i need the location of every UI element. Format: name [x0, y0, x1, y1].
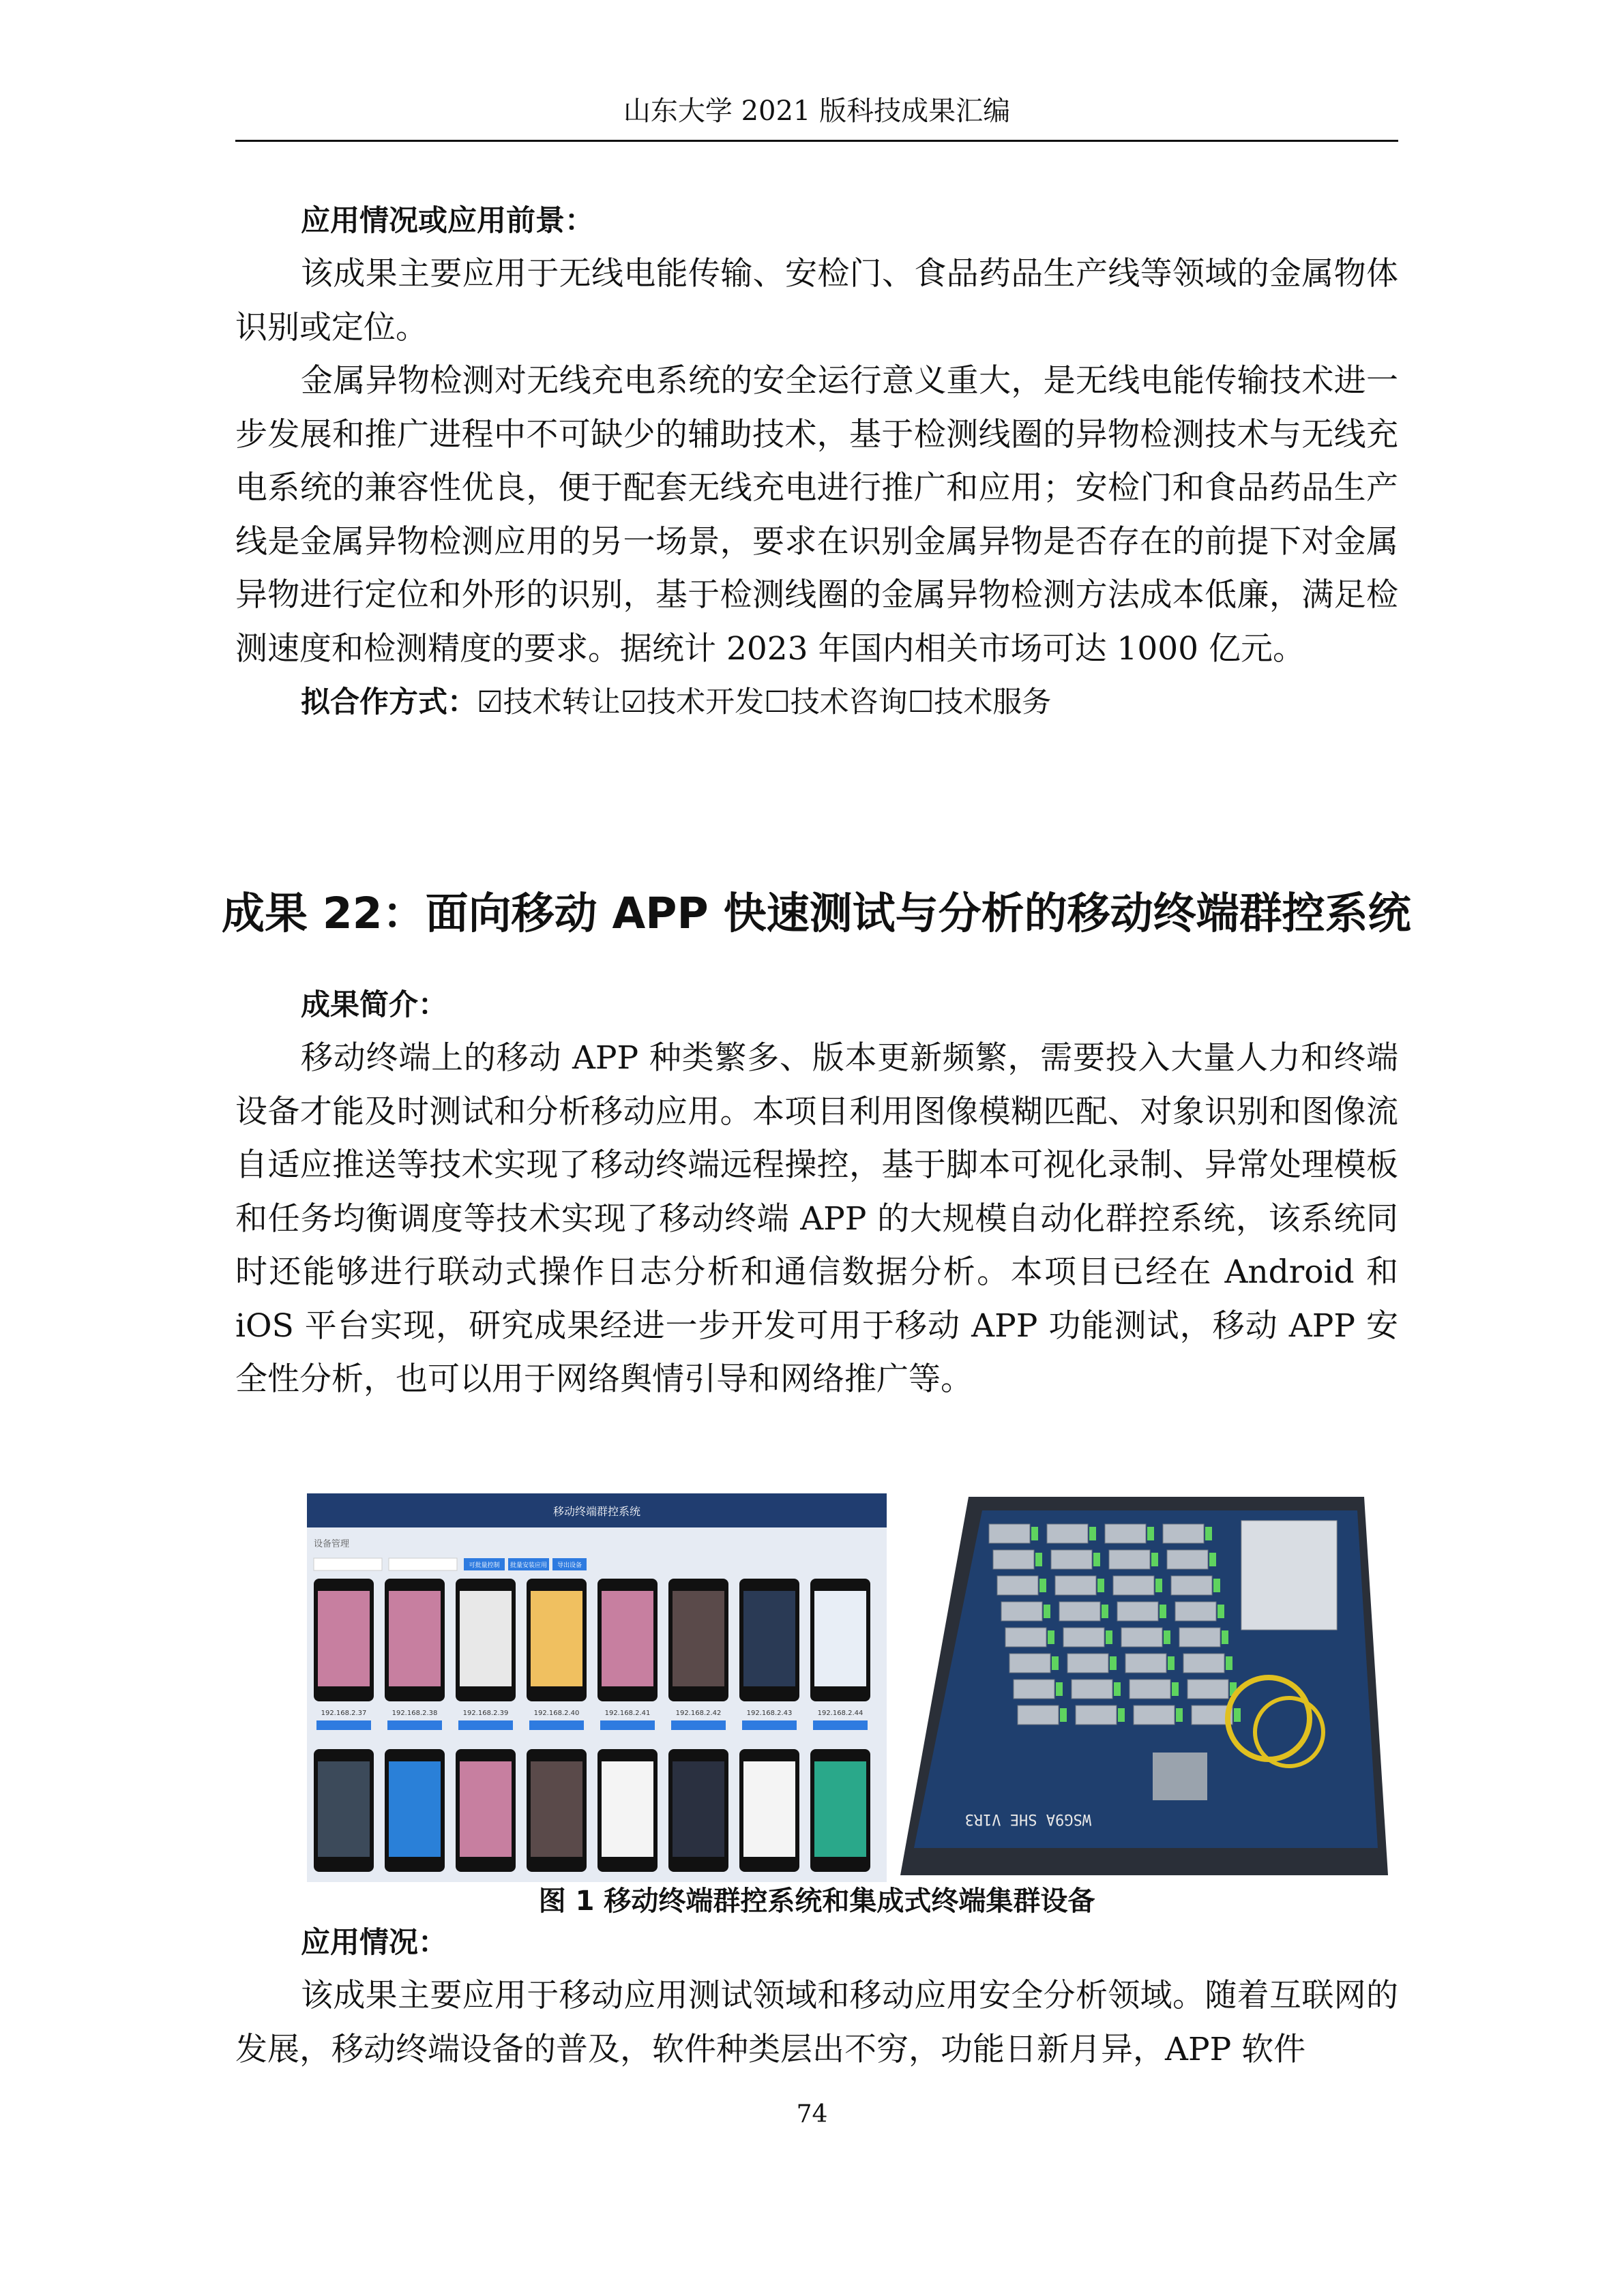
status-led	[1031, 1527, 1038, 1540]
phone-screen	[389, 1591, 441, 1686]
cluster-device-illustration	[887, 1493, 1388, 1882]
device-id-label: 192.168.2.39	[462, 1710, 509, 1717]
status-led	[1176, 1708, 1183, 1722]
phone-screen	[460, 1591, 512, 1686]
status-led	[1052, 1656, 1059, 1670]
terminal-module	[1051, 1550, 1092, 1569]
phone-screen	[814, 1591, 866, 1686]
application-paragraph-1: 该成果主要应用于无线电能传输、安检门、食品药品生产线等领域的金属物体识别或定位。	[235, 255, 1398, 346]
device-id-label: 192.168.2.43	[746, 1710, 793, 1717]
device-control-button	[600, 1720, 655, 1730]
application-situation-paragraph: 该成果主要应用于移动应用测试领域和移动应用安全分析领域。随着互联网的发展，移动终端设备的普及，软件种类层出不穷，功能日新月异，APP 软件	[235, 1977, 1398, 2068]
result-22-title: 成果 22：面向移动 APP 快速测试与分析的移动终端群控系统	[222, 889, 1411, 938]
status-led	[1048, 1630, 1054, 1644]
terminal-module	[1018, 1705, 1059, 1725]
status-led	[1147, 1527, 1154, 1540]
status-led	[1205, 1527, 1212, 1540]
device-control-button	[671, 1720, 726, 1730]
terminal-module	[993, 1550, 1034, 1569]
screen-title: 移动终端群控系统	[552, 1505, 641, 1518]
status-led	[1209, 1553, 1216, 1566]
phone-screen	[318, 1761, 370, 1857]
cooperation-line	[235, 676, 1398, 729]
terminal-module	[1014, 1680, 1054, 1699]
terminal-module	[989, 1524, 1030, 1543]
phone-screen	[389, 1761, 441, 1857]
device-id-label: 192.168.2.40	[533, 1710, 580, 1717]
button-batch-install: 批量安装应用	[510, 1562, 548, 1569]
phone-screen	[531, 1761, 582, 1857]
status-led	[1102, 1605, 1108, 1618]
terminal-module	[1067, 1654, 1108, 1673]
terminal-module	[1105, 1524, 1146, 1543]
option-transfer: 技术转让	[503, 685, 621, 719]
status-led	[1097, 1579, 1104, 1592]
status-led	[1089, 1527, 1096, 1540]
application-paragraph-2: 金属异物检测对无线充电系统的安全运行意义重大，是无线电能传输技术进一步发展和推广进程中不可缺少的辅助技术，基于检测线圈的异物检测技术与无线充电系统的兼容性优良，便于配套无线充电进行推广和应用；安检门和食品药品生产线是金属异物检测应用的另一场景，要求在识别金属异物是否存在的前提下对金属异物进行定位和外形的识别，基于检测线圈的金属异物检测方法成本低廉，满足检测速度和检测精度的要求。据统计 2023 年国内相关市场可达 1000 亿元。	[235, 362, 1398, 668]
status-led	[1056, 1682, 1063, 1696]
button-batch-control: 可批量控制	[469, 1562, 500, 1569]
checkbox-service: ☐	[907, 685, 934, 719]
status-led	[1044, 1605, 1050, 1618]
application-label: 应用情况或应用前景：	[301, 204, 594, 238]
terminal-module	[1047, 1524, 1088, 1543]
cooperation-label: 拟合作方式：	[301, 685, 477, 719]
terminal-module	[1134, 1705, 1175, 1725]
device-control-button	[387, 1720, 442, 1730]
terminal-module	[1179, 1628, 1220, 1647]
option-service: 技术服务	[934, 685, 1052, 719]
terminal-module	[1113, 1576, 1154, 1595]
intro-label: 成果简介：	[301, 988, 447, 1022]
option-development: 技术开发	[647, 685, 765, 719]
terminal-module	[1072, 1680, 1112, 1699]
terminal-module	[1055, 1576, 1096, 1595]
status-led	[1114, 1682, 1121, 1696]
status-led	[1222, 1630, 1228, 1644]
phone-screen	[531, 1591, 582, 1686]
terminal-module	[1167, 1550, 1208, 1569]
terminal-module	[1125, 1654, 1166, 1673]
option-consulting: 技术咨询	[790, 685, 908, 719]
terminal-module	[1163, 1524, 1204, 1543]
device-control-button	[458, 1720, 513, 1730]
terminal-module	[1183, 1654, 1224, 1673]
terminal-module	[1001, 1602, 1042, 1621]
checkbox-transfer: ☑	[477, 685, 503, 719]
application-situation-label: 应用情况：	[301, 1926, 447, 1960]
phone-screen	[814, 1761, 866, 1857]
device-id-label: 192.168.2.44	[817, 1710, 863, 1717]
terminal-module	[1187, 1680, 1228, 1699]
phone-screen	[460, 1761, 512, 1857]
phone-screen	[318, 1591, 370, 1686]
figure-control-system-screenshot	[307, 1493, 887, 1882]
terminal-module	[1121, 1628, 1162, 1647]
terminal-module	[1076, 1705, 1117, 1725]
status-led	[1172, 1682, 1179, 1696]
running-header: 山东大学 2021 版科技成果汇编	[623, 95, 1011, 127]
page-number: 74	[796, 2100, 828, 2128]
figure-terminal-cluster-device	[887, 1493, 1388, 1882]
terminal-module	[1005, 1628, 1046, 1647]
status-led	[1093, 1553, 1100, 1566]
device-control-button	[813, 1720, 868, 1730]
device-control-button	[316, 1720, 371, 1730]
status-led	[1060, 1708, 1067, 1722]
panel-label: 设备管理	[314, 1539, 350, 1549]
terminal-module	[1059, 1602, 1100, 1621]
status-led	[1110, 1656, 1117, 1670]
status-led	[1151, 1553, 1158, 1566]
checkbox-consulting: ☐	[764, 685, 791, 719]
terminal-module	[1117, 1602, 1158, 1621]
section-intro	[235, 979, 1398, 1407]
terminal-module	[1175, 1602, 1216, 1621]
status-led	[1217, 1605, 1224, 1618]
intro-paragraph: 移动终端上的移动 APP 种类繁多、版本更新频繁，需要投入大量人力和终端设备才能及时测试和分析移动应用。本项目利用图像模糊匹配、对象识别和图像流自适应推送等技术实现了移动终端远程操控，基于脚本可视化录制、异常处理模板和任务均衡调度等技术实现了移动终端 APP 的大规模自动化群控系统，该系统同时还能够进行联动式操作日志分析和通信数据分析。本项目已经在 Android 和 iOS 平台实现，研究成果经进一步开发可用于移动 APP 功能测试，移动 APP 安全性分析，也可以用于网络舆情引导和网络推广等。	[235, 1039, 1398, 1398]
status-led	[1213, 1579, 1220, 1592]
status-led	[1226, 1656, 1232, 1670]
device-id-label: 192.168.2.37	[321, 1710, 367, 1717]
terminal-module	[1171, 1576, 1212, 1595]
device-id-label: 192.168.2.41	[604, 1710, 651, 1717]
device-id-label: 192.168.2.42	[675, 1710, 722, 1717]
checkbox-development: ☑	[620, 685, 647, 719]
button-export: 导出设备	[557, 1562, 582, 1569]
status-led	[1168, 1656, 1175, 1670]
phone-screen	[602, 1591, 653, 1686]
device-id-label: 192.168.2.38	[392, 1710, 438, 1717]
control-system-illustration	[307, 1493, 887, 1882]
device-control-button	[742, 1720, 797, 1730]
figure-caption: 图 1 移动终端群控系统和集成式终端集群设备	[538, 1885, 1095, 1917]
header-rule	[235, 140, 1398, 142]
status-led	[1160, 1605, 1166, 1618]
status-led	[1164, 1630, 1170, 1644]
status-led	[1106, 1630, 1112, 1644]
terminal-module	[997, 1576, 1038, 1595]
terminal-module	[1130, 1680, 1170, 1699]
status-led	[1118, 1708, 1125, 1722]
status-led	[1155, 1579, 1162, 1592]
phone-screen	[673, 1591, 724, 1686]
status-led	[1234, 1708, 1241, 1722]
terminal-module	[1009, 1654, 1050, 1673]
status-led	[1035, 1553, 1042, 1566]
phone-screen	[743, 1761, 795, 1857]
section-application	[235, 1916, 1398, 2076]
phone-screen	[743, 1591, 795, 1686]
phone-screen	[673, 1761, 724, 1857]
terminal-module	[1063, 1628, 1104, 1647]
section-application-prospects	[235, 194, 1398, 729]
board-silkscreen: WSG9A SHE V1R3	[964, 1810, 1091, 1828]
phone-screen	[602, 1761, 653, 1857]
device-control-button	[529, 1720, 584, 1730]
status-led	[1039, 1579, 1046, 1592]
terminal-module	[1109, 1550, 1150, 1569]
